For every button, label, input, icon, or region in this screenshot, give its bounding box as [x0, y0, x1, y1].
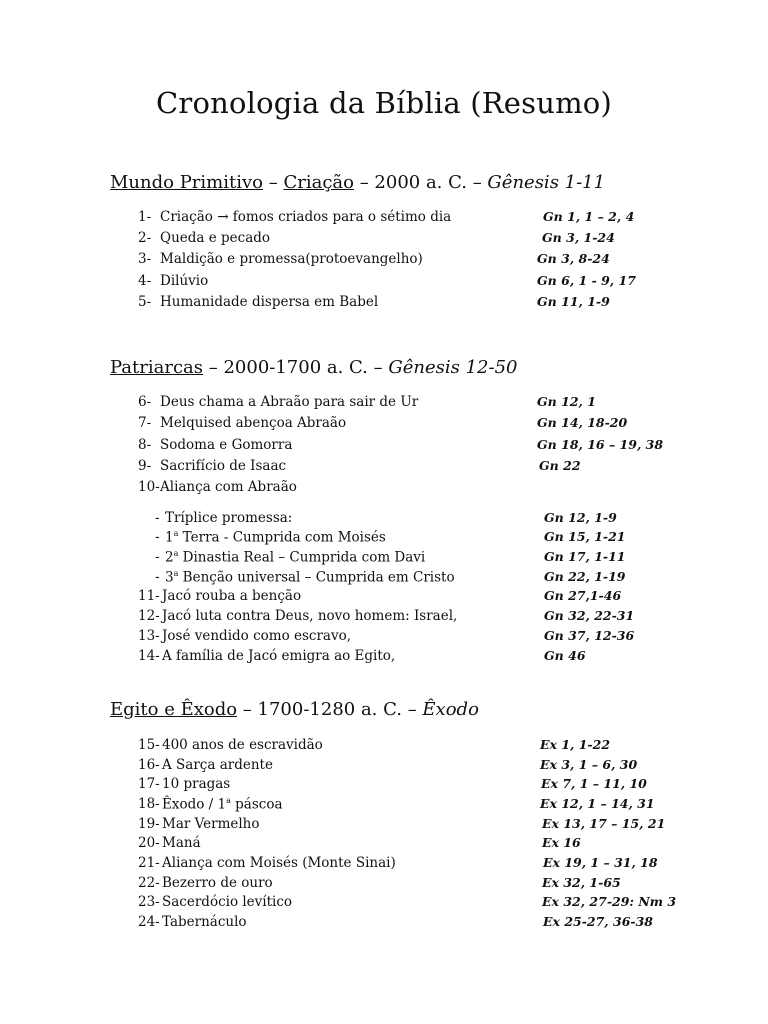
- item-text: Sodoma e Gomorra: [160, 437, 293, 453]
- item-number: 10-: [138, 479, 160, 495]
- list-item: [0, 776, 768, 796]
- list-subitem: [0, 549, 768, 569]
- section-dates: – 2000-1700 a. C. –: [203, 357, 389, 378]
- item-number: 21-: [138, 855, 160, 871]
- item-text: Aliança com Moisés (Monte Sinai): [162, 855, 396, 871]
- item-reference: Gn 14, 18-20: [537, 415, 628, 430]
- item-number: 22-: [138, 875, 160, 891]
- list-item: [0, 251, 768, 271]
- section-heading-mundo-primitivo: [110, 172, 605, 193]
- item-text: 2$^a$ Dinastia Real – Cumprida com Davi: [165, 549, 426, 566]
- item-bullet: -: [155, 510, 160, 526]
- item-number: 8-: [138, 437, 152, 453]
- section-heading-patriarcas: [110, 357, 517, 378]
- item-number: 1-: [138, 209, 152, 225]
- item-text: Melquised abençoa Abraão: [160, 415, 347, 431]
- item-text: Tabernáculo: [162, 914, 247, 930]
- item-text: Êxodo / 1$^a$ páscoa: [162, 796, 283, 813]
- item-reference: Gn 32, 22-31: [544, 608, 635, 623]
- item-reference: Gn 46: [544, 648, 586, 663]
- item-number: 6-: [138, 394, 152, 410]
- item-text: Criação → fomos criados para o sétimo dia: [160, 209, 452, 225]
- item-reference: Ex 25-27, 36-38: [543, 914, 653, 929]
- item-number: 7-: [138, 415, 152, 431]
- item-reference: Gn 3, 8-24: [537, 251, 610, 266]
- list-item: [0, 394, 768, 414]
- section-book: Gênesis 1-11: [487, 172, 606, 193]
- list-item: [0, 757, 768, 777]
- item-number: 19-: [138, 816, 160, 832]
- list-item: [0, 875, 768, 895]
- list-item: [0, 209, 768, 229]
- item-text: Sacrifício de Isaac: [160, 458, 287, 474]
- list-item: [0, 437, 768, 457]
- item-number: 24-: [138, 914, 160, 930]
- item-number: 14-: [138, 648, 160, 664]
- item-text: Tríplice promessa:: [165, 510, 293, 526]
- item-number: 2-: [138, 230, 152, 246]
- list-item: [0, 816, 768, 836]
- item-reference: Gn 6, 1 - 9, 17: [537, 273, 636, 288]
- item-reference: Gn 12, 1: [537, 394, 596, 409]
- section-name: Egito e Êxodo: [110, 699, 238, 720]
- list-item: [0, 608, 768, 628]
- item-reference: Ex 16: [542, 835, 581, 850]
- item-text: Aliança com Abraão: [160, 479, 297, 495]
- item-number: 5-: [138, 294, 152, 310]
- item-text: 1$^a$ Terra - Cumprida com Moisés: [165, 529, 386, 546]
- section-name: Patriarcas: [110, 357, 204, 378]
- item-reference: Ex 13, 17 – 15, 21: [542, 816, 666, 831]
- item-number: 15-: [138, 737, 160, 753]
- item-bullet: -: [155, 569, 160, 585]
- section-subtitle: Criação: [283, 172, 354, 193]
- section-book: Gênesis 12-50: [388, 357, 518, 378]
- list-item: [0, 835, 768, 855]
- section-separator: –: [263, 172, 284, 193]
- item-reference: Gn 37, 12-36: [544, 628, 635, 643]
- item-number: 11-: [138, 588, 160, 604]
- item-text: A família de Jacó emigra ao Egito,: [162, 648, 396, 664]
- item-number: 12-: [138, 608, 160, 624]
- item-text: Bezerro de ouro: [162, 875, 273, 891]
- section-heading-egito-e-exodo: [110, 699, 479, 720]
- item-reference: Gn 15, 1-21: [544, 529, 626, 544]
- section-dates: – 2000 a. C. –: [353, 172, 488, 193]
- arrow-right-icon: →: [217, 209, 229, 225]
- page-title: Cronologia da Bíblia (Resumo): [156, 86, 612, 120]
- list-item: [0, 479, 768, 499]
- list-item: [0, 648, 768, 668]
- item-text: Deus chama a Abraão para sair de Ur: [160, 394, 419, 410]
- list-item: [0, 230, 768, 250]
- item-text: 3$^a$ Benção universal – Cumprida em Cristo: [165, 569, 455, 586]
- list-item: [0, 914, 768, 934]
- item-number: 18-: [138, 796, 160, 812]
- list-item: [0, 894, 768, 914]
- item-number: 9-: [138, 458, 152, 474]
- list-item: [0, 273, 768, 293]
- item-reference: Gn 22, 1-19: [544, 569, 626, 584]
- section-dates: – 1700-1280 a. C. –: [237, 699, 423, 720]
- item-text: A Sarça ardente: [162, 757, 273, 773]
- item-bullet: -: [155, 529, 160, 545]
- item-text: Maldição e promessa(protoevangelho): [160, 251, 423, 267]
- item-reference: Gn 18, 16 – 19, 38: [537, 437, 664, 452]
- item-text: 400 anos de escravidão: [162, 737, 323, 753]
- item-text: Jacó rouba a benção: [162, 588, 302, 604]
- list-item: [0, 796, 768, 816]
- item-reference: Ex 32, 1-65: [542, 875, 621, 890]
- item-reference: Ex 19, 1 – 31, 18: [543, 855, 658, 870]
- list-subitem: [0, 569, 768, 589]
- list-subitem: [0, 510, 768, 530]
- item-reference: Ex 12, 1 – 14, 31: [540, 796, 655, 811]
- list-item: [0, 628, 768, 648]
- item-reference: Gn 12, 1-9: [544, 510, 617, 525]
- item-reference: Ex 1, 1-22: [540, 737, 611, 752]
- item-text: Jacó luta contra Deus, novo homem: Israel,: [162, 608, 458, 624]
- item-number: 23-: [138, 894, 160, 910]
- item-number: 13-: [138, 628, 160, 644]
- item-text: Humanidade dispersa em Babel: [160, 294, 379, 310]
- list-subitem: [0, 529, 768, 549]
- item-number: 16-: [138, 757, 160, 773]
- section-name: Mundo Primitivo: [110, 172, 263, 193]
- list-item: [0, 415, 768, 435]
- section-book: Êxodo: [422, 699, 479, 720]
- item-text: Dilúvio: [160, 273, 209, 289]
- list-item: [0, 294, 768, 314]
- item-number: 3-: [138, 251, 152, 267]
- item-bullet: -: [155, 549, 160, 565]
- item-text: Maná: [162, 835, 201, 851]
- item-reference: Ex 3, 1 – 6, 30: [540, 757, 638, 772]
- item-reference: Gn 1, 1 – 2, 4: [543, 209, 635, 224]
- item-reference: Gn 11, 1-9: [537, 294, 610, 309]
- item-number: 17-: [138, 776, 160, 792]
- item-reference: Ex 32, 27-29: Nm 3: [542, 894, 677, 909]
- item-reference: Gn 17, 1-11: [544, 549, 626, 564]
- item-text: José vendido como escravo,: [162, 628, 352, 644]
- item-text: Queda e pecado: [160, 230, 271, 246]
- list-item: [0, 588, 768, 608]
- item-reference: Ex 7, 1 – 11, 10: [541, 776, 647, 791]
- item-number: 4-: [138, 273, 152, 289]
- list-item: [0, 737, 768, 757]
- item-reference: Gn 27,1-46: [544, 588, 622, 603]
- item-reference: Gn 3, 1-24: [542, 230, 615, 245]
- item-text: 10 pragas: [162, 776, 231, 792]
- item-number: 20-: [138, 835, 160, 851]
- item-text: Sacerdócio levítico: [162, 894, 293, 910]
- item-text: Mar Vermelho: [162, 816, 260, 832]
- item-reference: Gn 22: [539, 458, 581, 473]
- list-item: [0, 855, 768, 875]
- list-item: [0, 458, 768, 478]
